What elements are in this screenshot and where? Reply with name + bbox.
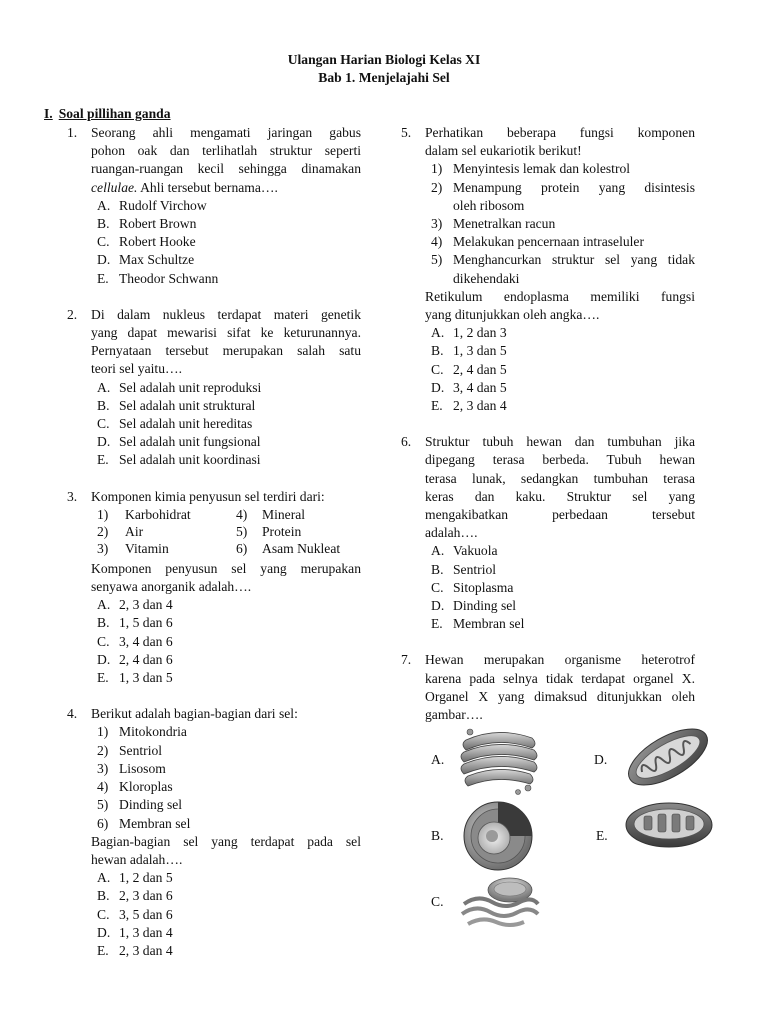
option-text: Robert Hooke [119, 234, 196, 250]
item-num: 1) [431, 161, 443, 177]
question-text-line: keras dan kaku. Struktur sel yang [425, 488, 695, 504]
question-text-line: dalam sel eukariotik berikut! [425, 143, 582, 159]
grid-text: Vitamin [125, 540, 169, 556]
question-text-line: yang ditunjukkan oleh angka…. [425, 307, 600, 323]
option-letter: D. [97, 924, 111, 940]
question-text-line: Komponen penyusun sel yang merupakan [91, 560, 361, 576]
item-text-cont: oleh ribosom [453, 197, 525, 213]
item-num: 3) [97, 760, 109, 776]
answer-option[interactable] [91, 651, 361, 669]
question-number: 4. [67, 706, 78, 722]
option-text: Sel adalah unit struktural [119, 397, 256, 413]
grid-num: 1) [97, 506, 109, 522]
answer-option[interactable] [91, 397, 361, 415]
option-letter: A. [97, 597, 111, 613]
answer-option[interactable] [91, 379, 361, 397]
question-text-line: dipegang terasa berbeda. Tubuh hewan [425, 452, 695, 468]
item-num: 3) [431, 216, 443, 232]
grid-num: 3) [97, 540, 109, 556]
question-text-line: Bagian-bagian sel yang terdapat pada sel [91, 833, 361, 849]
animal-cell-image[interactable] [462, 800, 534, 872]
grid-text: Asam Nukleat [262, 540, 341, 556]
image-option-label[interactable]: D. [594, 752, 608, 767]
list-item [425, 160, 695, 178]
image-option-label[interactable]: B. [431, 828, 444, 843]
option-letter: C. [97, 906, 110, 922]
option-letter: E. [97, 270, 109, 286]
item-text: Menetralkan racun [453, 216, 556, 232]
option-text: Theodor Schwann [119, 270, 219, 286]
answer-option[interactable] [91, 942, 361, 960]
question-7 [401, 651, 695, 724]
question-number: 2. [67, 306, 78, 322]
list-item [425, 215, 695, 233]
option-letter: C. [97, 234, 110, 250]
question-text-line: Struktur tubuh hewan dan tumbuhan jika [425, 434, 695, 450]
answer-option[interactable] [425, 597, 695, 615]
answer-option[interactable] [91, 596, 361, 614]
question-text-line: ruangan-ruangan kecil sehingga dinamakan [91, 161, 361, 177]
option-text: Sel adalah unit koordinasi [119, 452, 261, 468]
option-text: 2, 3 dan 4 [119, 597, 173, 613]
option-letter: B. [97, 888, 110, 904]
item-text: Menghancurkan struktur sel yang tidak [453, 252, 695, 268]
section-label: Soal pillihan ganda [58, 106, 171, 121]
answer-option[interactable] [425, 561, 695, 579]
option-letter: D. [97, 252, 111, 268]
question-text-line: senyawa anorganik adalah…. [91, 579, 252, 595]
grid-num: 6) [236, 540, 248, 556]
item-text: Membran sel [119, 815, 191, 831]
option-letter: E. [97, 942, 109, 958]
grid-text: Protein [262, 523, 302, 539]
option-letter: B. [97, 615, 110, 631]
item-num: 4) [97, 779, 109, 795]
item-text: Kloroplas [119, 779, 173, 795]
grid-num: 2) [97, 523, 109, 539]
item-num: 1) [97, 724, 109, 740]
option-letter: D. [431, 598, 445, 614]
option-letter: D. [97, 434, 111, 450]
option-text: Sel adalah unit reproduksi [119, 379, 262, 395]
item-num: 2) [431, 179, 443, 195]
option-letter: C. [431, 361, 444, 377]
answer-option[interactable] [91, 433, 361, 451]
option-letter: A. [97, 197, 111, 213]
option-letter: B. [431, 561, 444, 577]
answer-option[interactable] [91, 869, 361, 887]
option-text: Sitoplasma [453, 579, 514, 595]
option-text: Membran sel [453, 616, 525, 632]
option-text: 1, 3 dan 4 [119, 924, 173, 940]
option-letter: D. [97, 651, 111, 667]
grid-num: 4) [236, 506, 248, 522]
option-text: Sel adalah unit fungsional [119, 434, 261, 450]
option-letter: A. [431, 325, 445, 341]
answer-option[interactable] [425, 324, 695, 342]
list-item [91, 778, 361, 796]
italic-term: cellulae. [91, 179, 138, 195]
question-text-line: gambar…. [425, 707, 483, 723]
item-text-cont: dikehendaki [453, 270, 520, 286]
answer-option[interactable] [91, 215, 361, 233]
option-letter: A. [97, 870, 111, 886]
grid-text: Air [125, 523, 144, 539]
answer-option[interactable] [425, 342, 695, 360]
answer-option[interactable] [91, 669, 361, 687]
list-item [91, 723, 361, 741]
answer-option[interactable] [91, 233, 361, 251]
option-text: 1, 5 dan 6 [119, 615, 173, 631]
section-heading [44, 106, 171, 122]
option-text: Sel adalah unit hereditas [119, 416, 253, 432]
question-number: 6. [401, 434, 412, 450]
question-1 [67, 124, 361, 288]
option-letter: B. [97, 397, 110, 413]
item-text: Menampung protein yang disintesis [453, 179, 695, 195]
golgi-apparatus-image[interactable] [458, 722, 540, 796]
list-item [425, 251, 695, 287]
question-5 [401, 124, 695, 415]
question-text-line: teori sel yaitu…. [91, 361, 182, 377]
option-letter: E. [431, 616, 443, 632]
item-text: Menyintesis lemak dan kolestrol [453, 161, 631, 177]
option-letter: C. [97, 633, 110, 649]
option-text: 2, 4 dan 6 [119, 651, 173, 667]
component-grid [91, 506, 361, 560]
option-letter: E. [97, 670, 109, 686]
question-6 [401, 433, 695, 633]
option-letter: D. [431, 379, 445, 395]
grid-text: Mineral [262, 506, 306, 522]
question-text-line: Organel X yang dimaksud ditunjukkan oleh [425, 688, 695, 704]
question-text-line: Di dalam nukleus terdapat materi genetik [91, 306, 361, 322]
chloroplast-image[interactable] [624, 800, 714, 850]
option-text: 3, 4 dan 5 [453, 379, 507, 395]
question-text-line: Pernyataan tersebut merupakan salah satu [91, 343, 361, 359]
image-option-label[interactable]: C. [431, 894, 444, 909]
option-text: 1, 2 dan 5 [119, 870, 173, 886]
answer-option[interactable] [425, 542, 695, 560]
option-text: 1, 3 dan 5 [119, 670, 173, 686]
answer-option[interactable] [425, 361, 695, 379]
list-item [91, 796, 361, 814]
item-text: Melakukan pencernaan intraseluler [453, 234, 644, 250]
item-text: Mitokondria [119, 724, 187, 740]
item-num: 4) [431, 234, 443, 250]
option-text: Vakuola [453, 543, 498, 559]
right-column [401, 124, 695, 742]
question-text-line: Komponen kimia penyusun sel terdiri dari: [91, 488, 325, 504]
question-number: 7. [401, 652, 412, 668]
answer-option[interactable] [91, 633, 361, 651]
option-letter: C. [97, 416, 110, 432]
question-text-line: terasa lunak, sedangkan tumbuhan terasa [425, 470, 695, 486]
image-option-label[interactable]: A. [431, 752, 445, 767]
exam-title: Ulangan Harian Biologi Kelas XI [287, 52, 481, 67]
option-letter: E. [97, 452, 109, 468]
list-item [91, 815, 361, 833]
question-text-rest: Ahli tersebut bernama…. [137, 179, 278, 195]
exam-subtitle: Bab 1. Menjelajahi Sel [318, 70, 450, 85]
answer-option[interactable] [425, 397, 695, 415]
question-2 [67, 306, 361, 470]
option-text: 2, 3 dan 4 [453, 398, 507, 414]
question-number: 1. [67, 125, 78, 140]
option-text: Sentriol [453, 561, 497, 577]
answer-option[interactable] [91, 270, 361, 288]
answer-option[interactable] [91, 197, 361, 215]
answer-option[interactable] [425, 615, 695, 633]
item-text: Sentriol [119, 742, 163, 758]
image-option-label[interactable]: E. [596, 828, 608, 843]
item-num: 6) [97, 815, 109, 831]
question-number: 3. [67, 488, 78, 504]
answer-option[interactable] [91, 906, 361, 924]
list-item [425, 233, 695, 251]
list-item [91, 760, 361, 778]
question-text-line: Perhatikan beberapa fungsi komponen [425, 125, 695, 140]
option-letter: E. [431, 398, 443, 414]
option-text: Dinding sel [453, 598, 517, 614]
question-text-line: Seorang ahli mengamati jaringan gabus [91, 125, 361, 140]
answer-option[interactable] [91, 924, 361, 942]
answer-option[interactable] [91, 451, 361, 469]
item-num: 2) [97, 742, 109, 758]
item-text: Lisosom [119, 760, 166, 776]
question-text-line: Berikut adalah bagian-bagian dari sel: [91, 706, 298, 722]
endoplasmic-reticulum-image[interactable] [458, 874, 542, 932]
question-text-line: hewan adalah…. [91, 851, 183, 867]
question-text-line: Retikulum endoplasma memiliki fungsi [425, 288, 695, 304]
question-4 [67, 705, 361, 960]
item-text: Dinding sel [119, 797, 183, 813]
grid-text: Karbohidrat [125, 506, 191, 522]
left-column [67, 124, 361, 978]
list-item [425, 179, 695, 215]
question-text-line: mengakibatkan perbedaan tersebut [425, 507, 695, 523]
answer-option[interactable] [91, 415, 361, 433]
option-letter: A. [97, 379, 111, 395]
option-text: 3, 5 dan 6 [119, 906, 173, 922]
question-text-line [91, 179, 361, 197]
question-text-line: Hewan merupakan organisme heterotrof [425, 652, 695, 668]
option-text: 2, 3 dan 6 [119, 888, 173, 904]
option-text: 1, 3 dan 5 [453, 343, 507, 359]
mitochondria-image[interactable] [622, 724, 714, 790]
answer-option[interactable] [425, 579, 695, 597]
option-text: 2, 3 dan 4 [119, 942, 173, 958]
option-letter: B. [97, 216, 110, 232]
question-text-line: pohon oak dan terlihatlah struktur seperti [91, 143, 361, 159]
answer-option[interactable] [91, 887, 361, 905]
question-text-line: adalah…. [425, 525, 478, 541]
option-letter: A. [431, 543, 445, 559]
question-text-line: karena pada selnya tidak terdapat organel X. [425, 670, 695, 686]
option-text: 2, 4 dan 5 [453, 361, 507, 377]
item-num: 5) [97, 797, 109, 813]
option-text: 3, 4 dan 6 [119, 633, 173, 649]
answer-option[interactable] [91, 614, 361, 632]
option-letter: C. [431, 579, 444, 595]
question-number: 5. [401, 125, 412, 140]
option-text: 1, 2 dan 3 [453, 325, 507, 341]
grid-num: 5) [236, 523, 248, 539]
section-number: I. [44, 106, 53, 121]
option-text: Rudolf Virchow [119, 197, 207, 213]
option-text: Max Schultze [119, 252, 195, 268]
question-3 [67, 488, 361, 688]
option-letter: B. [431, 343, 444, 359]
question-text-line: yang dapat mewarisi sifat ke keturunannya. [91, 325, 361, 341]
item-num: 5) [431, 252, 443, 268]
answer-option[interactable] [91, 251, 361, 269]
answer-option[interactable] [425, 379, 695, 397]
list-item [91, 742, 361, 760]
option-text: Robert Brown [119, 216, 197, 232]
